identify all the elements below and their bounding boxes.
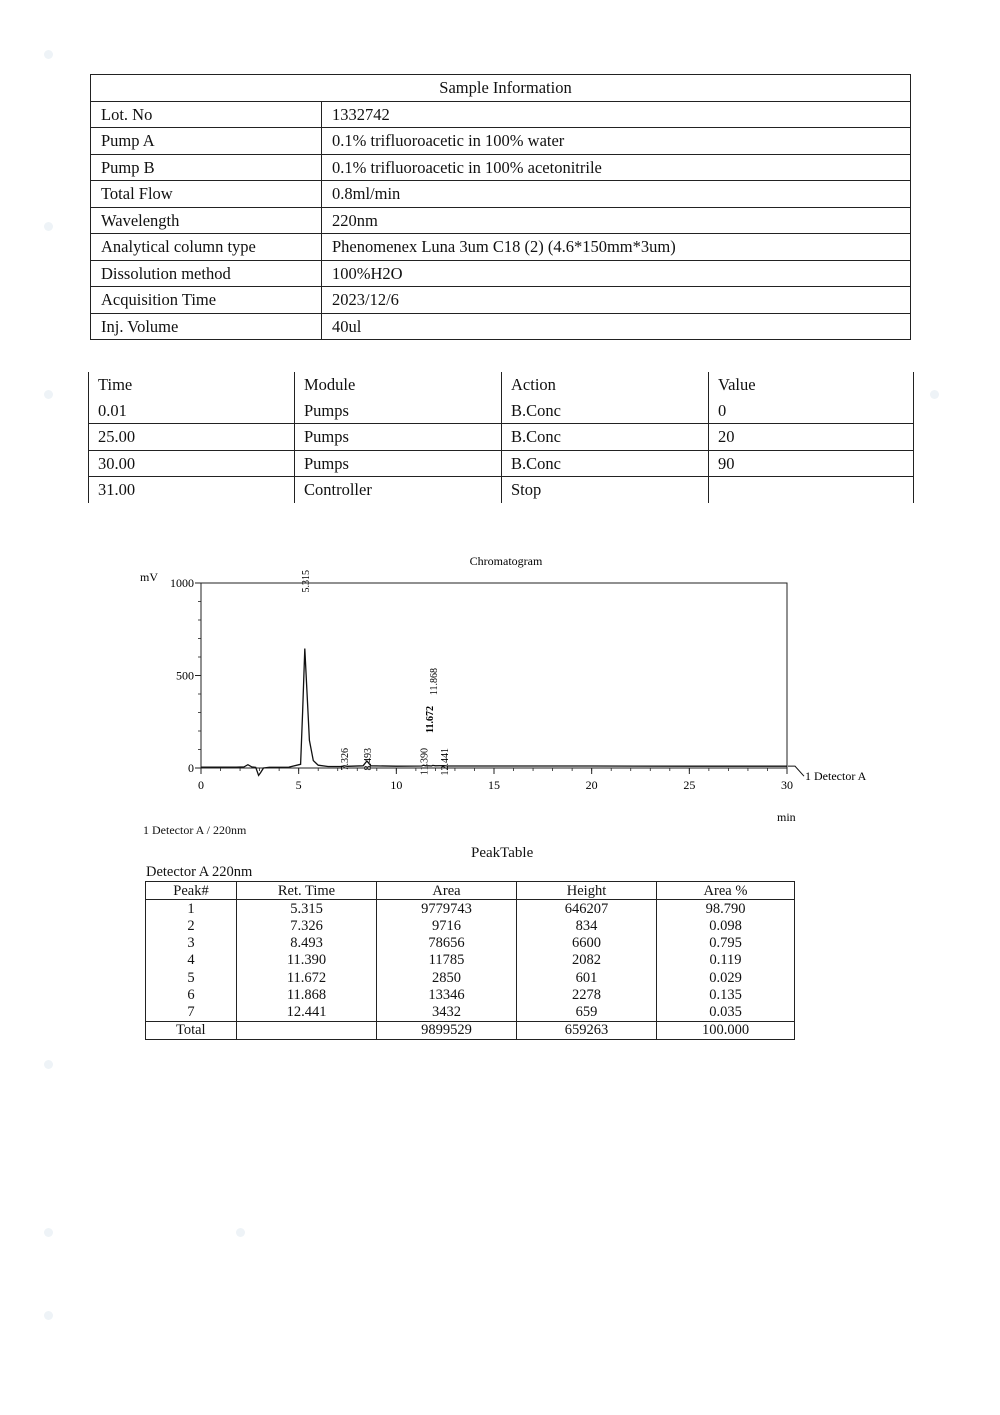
peak-table-cell: 11785 [377,952,517,969]
scan-mark [44,390,53,399]
sample-information-table [90,74,911,340]
peak-table-cell: 6 [146,986,237,1003]
peak-table-row [146,935,795,952]
scan-mark [236,1228,245,1237]
time-program-cell: 31.00 [89,477,295,503]
sample-info-row [91,260,911,287]
peak-table-cell: 7.326 [237,917,377,934]
peak-table-cell: 3432 [377,1003,517,1021]
sample-info-value: 220nm [322,207,911,234]
peak-table-row [146,1003,795,1021]
peak-table-row [146,917,795,934]
time-program-cell: 30.00 [89,450,295,477]
time-program-cell: Controller [295,477,502,503]
peak-table-cell: 601 [517,969,657,986]
peak-table-row [146,969,795,986]
time-program-row [89,477,914,503]
peak-table-cell: 11.390 [237,952,377,969]
x-tick-label: 25 [683,778,696,792]
peak-table-cell: 0.135 [657,986,795,1003]
chart-title: Chromatogram [469,554,543,568]
plot-frame [201,583,787,768]
peak-table-total-cell: 100.000 [657,1021,795,1039]
time-program-cell: 20 [709,424,914,451]
time-program-cell: B.Conc [502,424,709,451]
sample-info-row [91,287,911,314]
sample-info-value: 0.1% trifluoroacetic in 100% acetonitrile [322,154,911,181]
sample-info-label: Total Flow [91,181,322,208]
peak-table-total-cell: Total [146,1021,237,1039]
sample-info-value: 40ul [322,313,911,340]
chromatogram-chart [130,540,890,825]
x-tick-label: 0 [198,778,204,792]
y-tick-label: 1000 [170,576,194,590]
scan-mark [44,1060,53,1069]
peak-table-cell: 3 [146,935,237,952]
peak-table-title: PeakTable [471,845,534,861]
peak-label: 11.868 [428,668,440,696]
sample-info-row [91,234,911,261]
time-program-cell: 0.01 [89,398,295,424]
detector-a-callout-line [788,766,804,776]
peak-table-cell: 0.098 [657,917,795,934]
x-tick-label: 10 [390,778,403,792]
time-program-cell: Stop [502,477,709,503]
peak-table-cell: 646207 [517,900,657,918]
scan-mark [44,1311,53,1320]
y-axis-label: mV [140,570,158,584]
peak-table-cell: 98.790 [657,900,795,918]
scan-mark [44,50,53,59]
peak-table-header: Area [377,882,517,900]
time-program-cell: B.Conc [502,450,709,477]
peak-table-cell: 1 [146,900,237,918]
peak-label: 11.672 [424,706,436,733]
peak-label: 5.315 [300,570,312,593]
sample-info-value: 2023/12/6 [322,287,911,314]
peak-table-cell: 0.795 [657,935,795,952]
sample-info-row [91,101,911,128]
peak-table-total-cell: 9899529 [377,1021,517,1039]
time-program-cell: 25.00 [89,424,295,451]
peak-table-cell: 7 [146,1003,237,1021]
peak-table-row [146,952,795,969]
peak-label: 12.441 [440,748,452,776]
sample-info-value: 0.1% trifluoroacetic in 100% water [322,128,911,155]
sample-info-row [91,313,911,340]
time-program-table [88,372,914,503]
peak-label: 7.326 [340,748,352,771]
sample-info-row [91,128,911,155]
detector-a-series-label: 1 Detector A [805,769,867,784]
x-tick-label: 5 [295,778,302,792]
time-program-cell: 0 [709,398,914,424]
sample-info-label: Wavelength [91,207,322,234]
detector-caption: 1 Detector A / 220nm [143,823,247,837]
scan-mark [44,1228,53,1237]
peak-table-total-cell: 659263 [517,1021,657,1039]
time-program-header: Value [709,372,914,398]
time-program-cell: Pumps [295,424,502,451]
peak-table-cell: 2082 [517,952,657,969]
sample-info-value: 1332742 [322,101,911,128]
peak-table-cell: 13346 [377,986,517,1003]
peak-table-total-cell [237,1021,377,1039]
detector-a-trace [201,649,787,776]
peak-label: 11.390 [419,748,431,776]
sample-info-label: Pump B [91,154,322,181]
peak-table-header: Height [517,882,657,900]
peak-table-cell: 9716 [377,917,517,934]
peak-table-cell: 834 [517,917,657,934]
peak-table-cell: 11.672 [237,969,377,986]
peak-table-cell: 5 [146,969,237,986]
sample-info-value: 0.8ml/min [322,181,911,208]
x-tick-label: 20 [585,778,598,792]
y-tick-label: 0 [188,761,194,775]
peak-table-cell: 5.315 [237,900,377,918]
time-program-row [89,398,914,424]
time-program-row [89,424,914,451]
scan-mark [930,390,939,399]
x-axis-label: min [777,810,796,824]
peak-table-detector: Detector A 220nm [146,864,253,880]
sample-info-row [91,154,911,181]
time-program-header: Action [502,372,709,398]
peak-table-cell: 659 [517,1003,657,1021]
peak-table-cell: 11.868 [237,986,377,1003]
scan-mark [44,222,53,231]
sample-info-value: Phenomenex Luna 3um C18 (2) (4.6*150mm*3um) [322,234,911,261]
peak-table-cell: 2278 [517,986,657,1003]
time-program-cell: B.Conc [502,398,709,424]
peak-table-cell: 9779743 [377,900,517,918]
time-program-header: Module [295,372,502,398]
peak-table-cell: 6600 [517,935,657,952]
peak-table-cell: 4 [146,952,237,969]
peak-table-total-row [146,1021,795,1039]
peak-table-header: Peak# [146,882,237,900]
sample-info-label: Pump A [91,128,322,155]
sample-info-label: Inj. Volume [91,313,322,340]
peak-label: 8.493 [362,748,374,771]
x-tick-label: 15 [488,778,500,792]
peak-table-cell: 12.441 [237,1003,377,1021]
x-tick-label: 30 [781,778,793,792]
sample-info-value: 100%H2O [322,260,911,287]
sample-information-title: Sample Information [91,75,911,102]
peak-table-cell: 78656 [377,935,517,952]
peak-table-cell: 0.119 [657,952,795,969]
sample-info-label: Dissolution method [91,260,322,287]
peak-table-row [146,986,795,1003]
peak-table-header: Ret. Time [237,882,377,900]
sample-info-label: Lot. No [91,101,322,128]
sample-info-row [91,181,911,208]
time-program-cell: Pumps [295,398,502,424]
peak-table-cell: 8.493 [237,935,377,952]
time-program-row [89,450,914,477]
peak-table-cell: 2850 [377,969,517,986]
peak-table [145,881,795,1040]
sample-info-row [91,207,911,234]
time-program-cell [709,477,914,503]
time-program-cell: Pumps [295,450,502,477]
peak-table-cell: 0.029 [657,969,795,986]
peak-table-header: Area % [657,882,795,900]
peak-table-cell: 2 [146,917,237,934]
time-program-cell: 90 [709,450,914,477]
sample-info-label: Analytical column type [91,234,322,261]
peak-table-row [146,900,795,918]
time-program-header: Time [89,372,295,398]
peak-table-cell: 0.035 [657,1003,795,1021]
sample-info-label: Acquisition Time [91,287,322,314]
y-tick-label: 500 [176,668,194,683]
